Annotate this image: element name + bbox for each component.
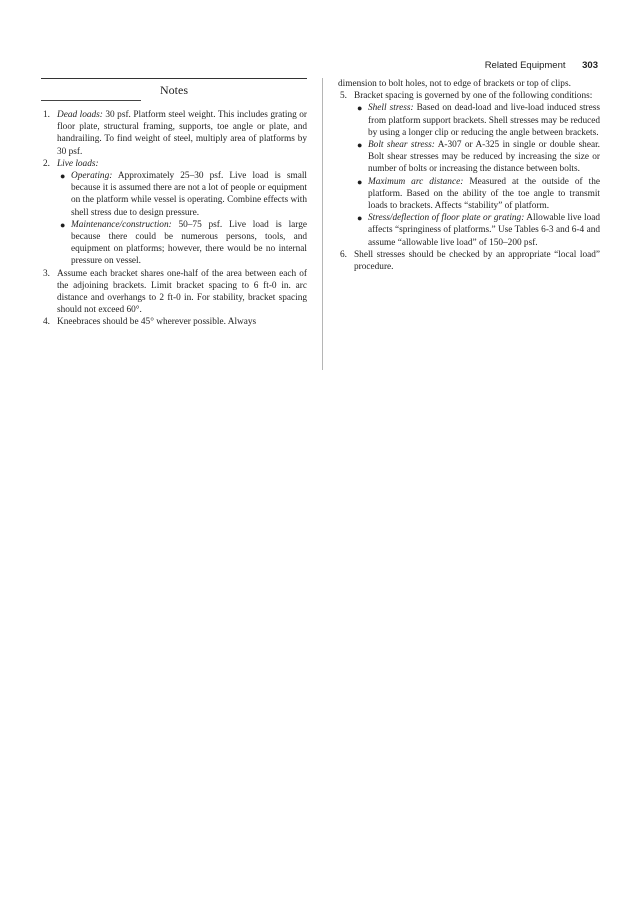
bracket-spacing-bullets <box>354 102 600 248</box>
column-divider <box>322 78 323 370</box>
note-item-2 <box>41 158 307 268</box>
note-item-4-continued <box>338 78 600 90</box>
bullet-icon: ● <box>357 213 363 224</box>
bullet-term: Operating: <box>71 171 113 182</box>
note-item-3 <box>41 268 307 317</box>
bullet-icon: ● <box>60 171 66 182</box>
bullet-term: Maintenance/construction: <box>71 219 172 230</box>
note-number: 6. <box>340 249 347 260</box>
bullet-text: Approximately 25–30 psf. Live load is small because it is assumed there are not a lot of people or equipment on the platform while vessel is operating. Combine effects with shell stress due to design pressure. <box>71 171 307 218</box>
bullet-icon: ● <box>60 219 66 230</box>
note-item-6 <box>338 249 600 273</box>
note-text: dimension to bolt holes, not to edge of brackets or top of clips. <box>338 79 571 89</box>
bullet-text: A-307 or A-325 in single or double shear. Bolt shear stresses may be reduced by increasing the size or number of bolts or increasing the distance between bolts. <box>368 140 600 175</box>
bullet-item <box>354 176 600 213</box>
left-column <box>41 78 307 329</box>
bullet-icon: ● <box>357 103 363 114</box>
note-number: 3. <box>43 268 50 279</box>
note-number: 5. <box>340 91 347 102</box>
bullet-term: Shell stress: <box>368 103 414 114</box>
note-number: 1. <box>43 110 50 120</box>
bullet-icon: ● <box>357 176 363 187</box>
page-number: 303 <box>582 60 598 71</box>
notes-underline <box>41 100 141 101</box>
bullet-text: Allowable live load affects “springiness of platforms.” Use Tables 6-3 and 6-4 and assume “allowable live load” of 150–200 psf. <box>368 213 600 248</box>
bullet-text: Measured at the outside of the platform. Based on the ability of the toe angle to transmit loads to brackets. Affects “stability” of platform. <box>368 176 600 212</box>
bullet-text: 50–75 psf. Live load is large because there could be numerous persons, tools, and equipment on platforms; however, there would be no internal pressure on vessel. <box>71 219 307 267</box>
note-item-1 <box>41 109 307 158</box>
bullet-item <box>354 102 600 139</box>
bullet-item <box>57 219 307 268</box>
running-head <box>485 60 598 71</box>
notes-list <box>41 109 307 329</box>
note-number: 4. <box>43 317 50 328</box>
note-text: Bracket spacing is governed by one of the following conditions: <box>354 91 593 102</box>
note-text: Shell stresses should be checked by an appropriate “local load” procedure. <box>354 249 600 273</box>
bullet-term: Maximum arc distance: <box>368 176 464 187</box>
bullet-text: Based on dead-load and live-load induced stress from platform support brackets. Shell stresses may be reduced by using a longer clip or reducing the angle between brackets. <box>368 103 600 138</box>
note-term: Dead loads: <box>57 110 103 120</box>
bullet-item <box>354 139 600 176</box>
bullet-item <box>57 170 307 219</box>
bullet-item <box>354 212 600 249</box>
notes-list-continued <box>338 78 600 273</box>
note-number: 2. <box>43 158 50 169</box>
live-load-bullets <box>57 170 307 268</box>
note-text: 30 psf. Platform steel weight. This includes grating or floor plate, structural framing, supports, toe angle or plate, and handrailing. To find weight of steel, multiply area of platforms by 30 psf. <box>57 110 307 157</box>
note-item-5 <box>338 90 600 249</box>
note-term: Live loads: <box>57 158 99 169</box>
bullet-term: Bolt shear stress: <box>368 140 435 151</box>
note-text: Assume each bracket shares one-half of the area between each of the adjoining brackets. Limit bracket spacing to 6 ft-0 in. arc distance and overhangs to 2 ft-0 in. For stability, bracket spacing should not exceed 60°. <box>57 268 307 316</box>
bullet-term: Stress/deflection of floor plate or grating: <box>368 213 525 224</box>
running-head-title: Related Equipment <box>484 60 566 71</box>
notes-title: Notes <box>160 83 188 97</box>
right-column <box>338 78 600 273</box>
bullet-icon: ● <box>357 140 363 151</box>
note-text: Kneebraces should be 45° wherever possible. Always <box>57 317 257 328</box>
note-item-4 <box>41 316 307 328</box>
notes-header <box>41 78 307 101</box>
